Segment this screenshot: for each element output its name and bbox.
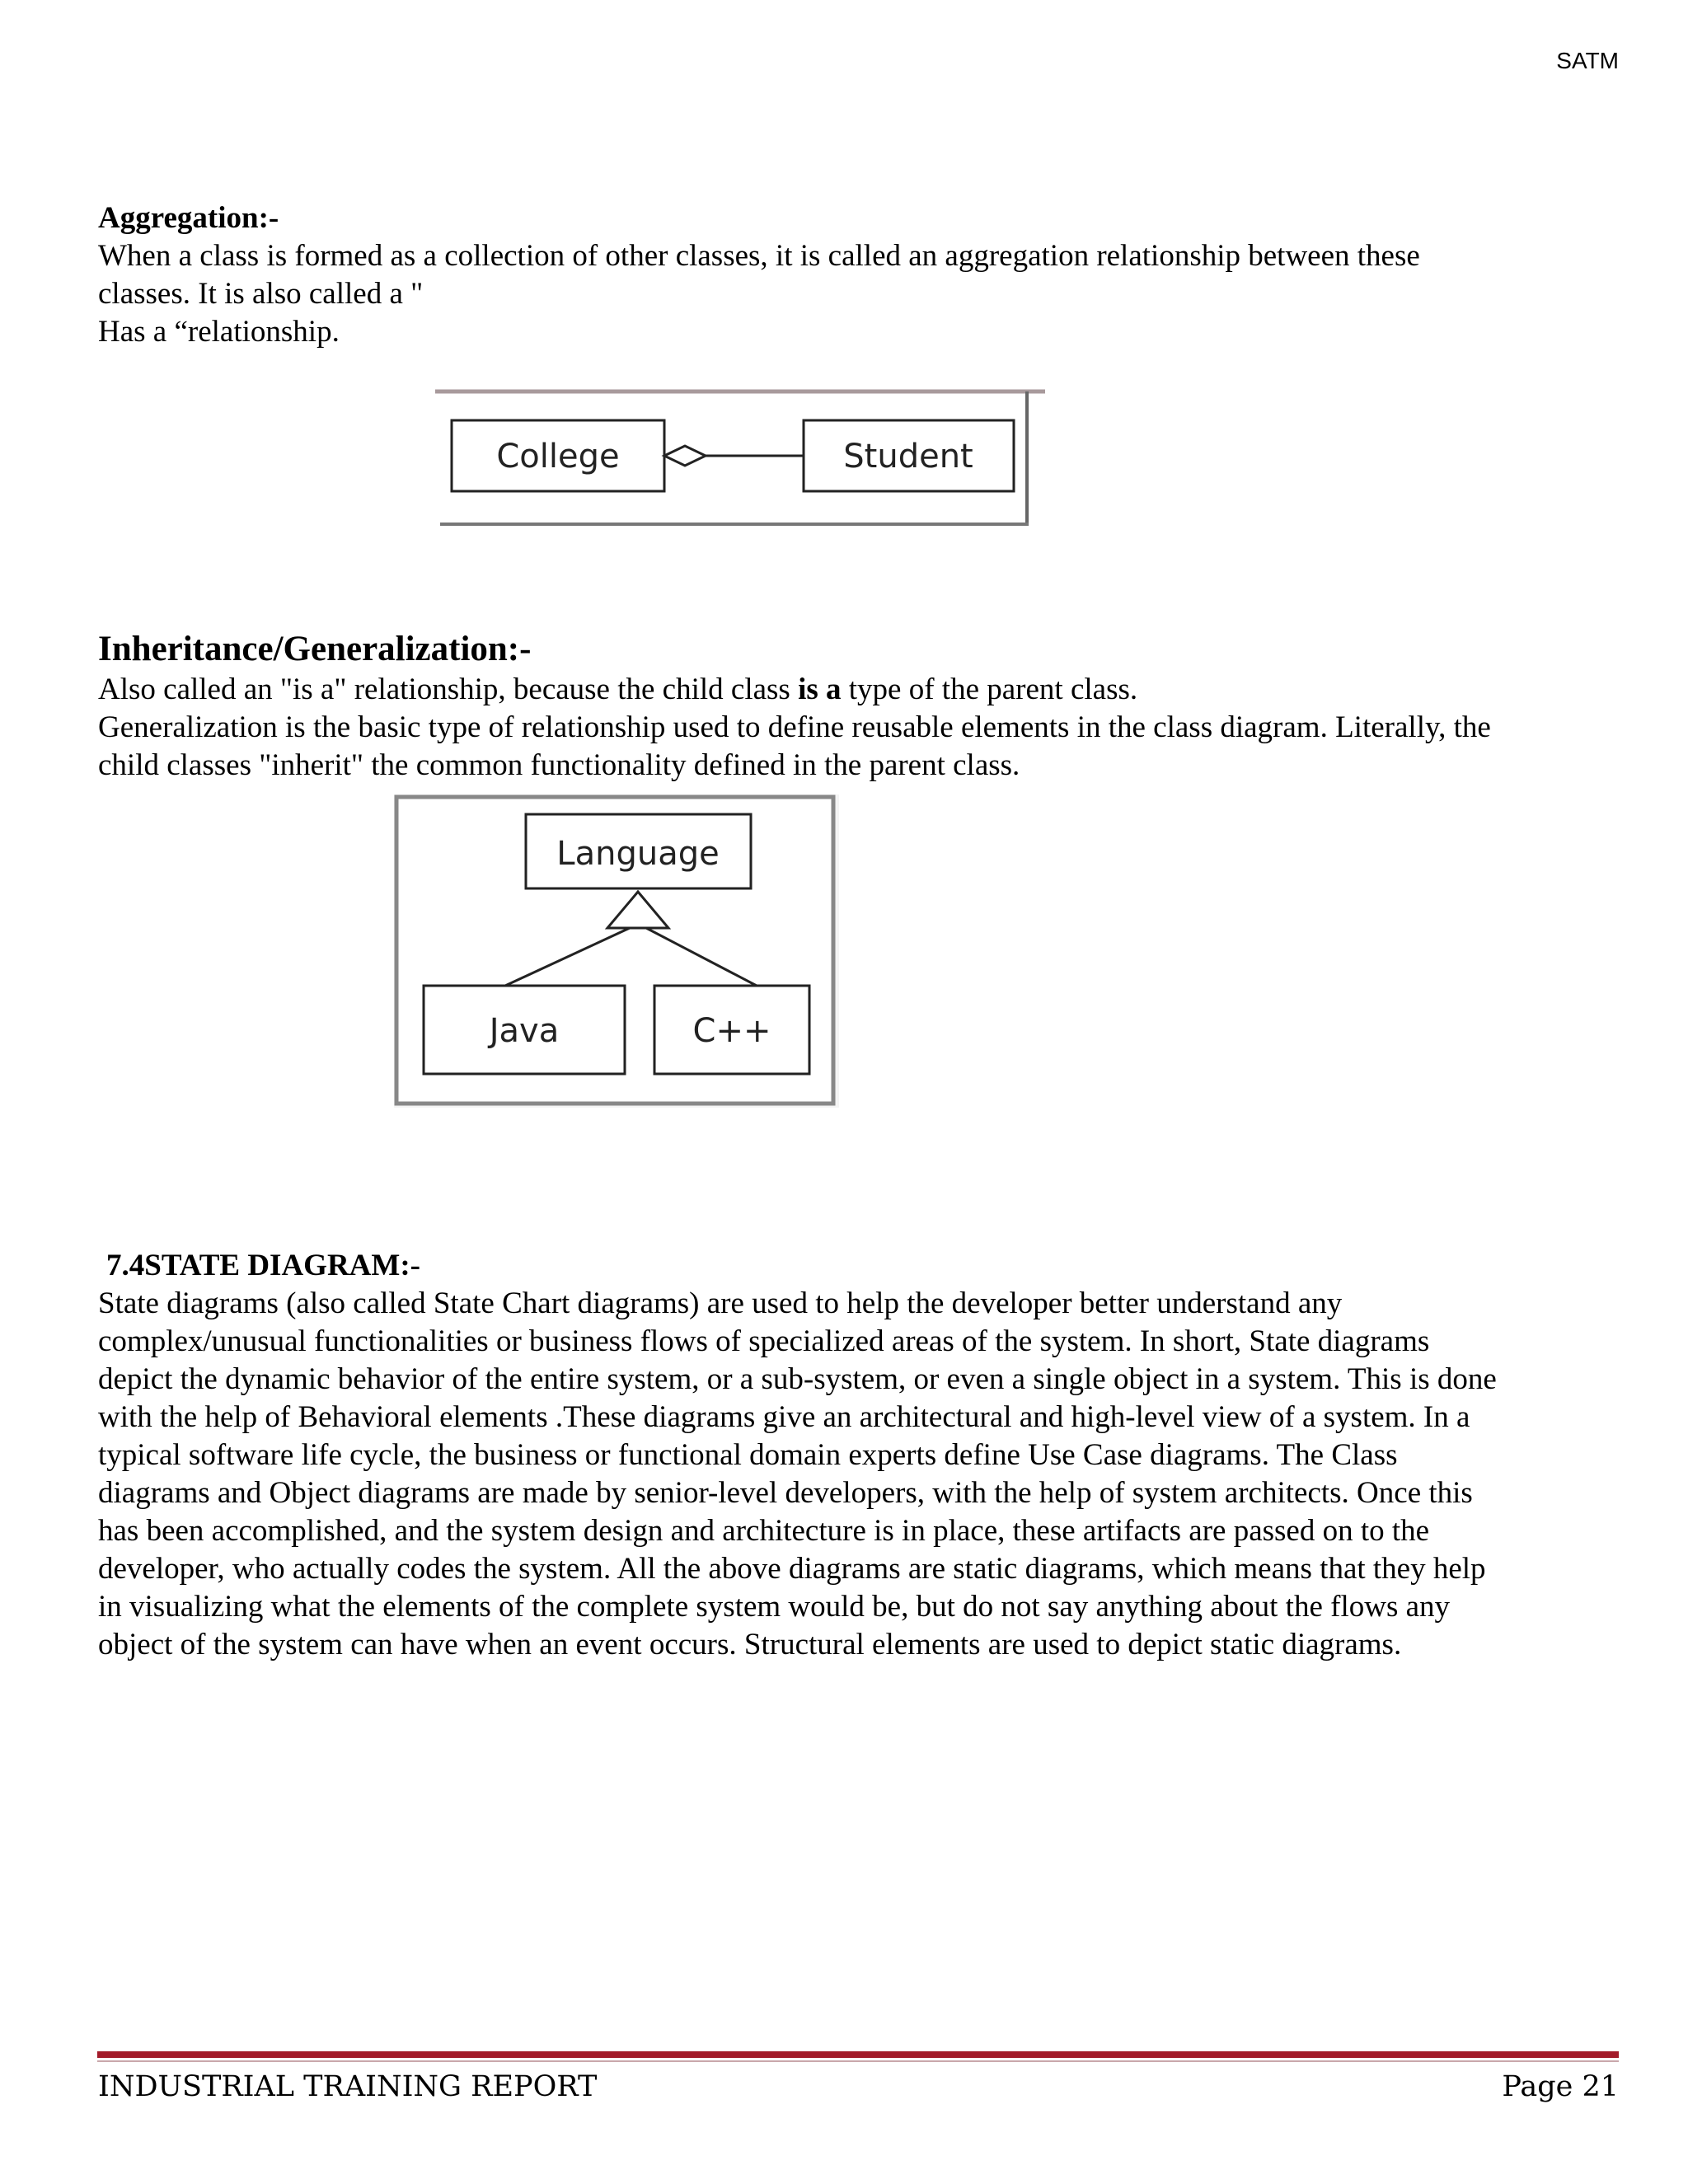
header-label: SATM: [1556, 48, 1619, 73]
inheritance-heading: Inheritance/Generalization:-: [98, 630, 532, 668]
aggregation-line-2: classes. It is also called a ": [98, 277, 424, 311]
java-class-label: Java: [489, 1012, 560, 1050]
inheritance-diagram: [394, 794, 839, 1108]
aggregation-diagram: [435, 387, 1049, 532]
state-diagram-section: [98, 1247, 1623, 1664]
inheritance-line-3: child classes "inherit" the common functionality defined in the parent class.: [98, 748, 1020, 782]
college-class-label: College: [496, 438, 620, 476]
state-line-9: in visualizing what the elements of the complete system would be, but do not say anything about the flows any: [98, 1590, 1451, 1624]
inheritance-line-2: Generalization is the basic type of relationship used to define reusable elements in the class diagram. Literally, the: [98, 710, 1491, 744]
inheritance-line-1-bold: is a: [798, 673, 842, 706]
language-class-label: Language: [556, 835, 720, 873]
footer-report-title: INDUSTRIAL TRAINING REPORT: [98, 2070, 598, 2103]
aggregation-heading: Aggregation:-: [98, 201, 279, 235]
state-line-4: with the help of Behavioral elements .These diagrams give an architectural and high-level view of a system. In a: [98, 1400, 1470, 1434]
aggregation-line-3: Has a “relationship.: [98, 315, 340, 349]
state-line-6: diagrams and Object diagrams are made by senior-level developers, with the help of system architects. Once this: [98, 1476, 1473, 1510]
state-line-3: depict the dynamic behavior of the entire system, or a sub-system, or even a single object in a system. This is done: [98, 1362, 1497, 1396]
state-line-7: has been accomplished, and the system design and architecture is in place, these artifacts are passed on to the: [98, 1514, 1430, 1548]
state-line-10: object of the system can have when an event occurs. Structural elements are used to depict static diagrams.: [98, 1628, 1402, 1661]
footer-rule: [97, 2051, 1619, 2058]
state-line-1: State diagrams (also called State Chart diagrams) are used to help the developer better understand any: [98, 1286, 1343, 1320]
inheritance-line-1-end: type of the parent class.: [841, 673, 1138, 706]
cpp-class-label: C++: [692, 1012, 771, 1050]
aggregation-line-1: When a class is formed as a collection of other classes, it is called an aggregation relationship between these: [98, 239, 1420, 273]
state-line-5: typical software life cycle, the business or functional domain experts define Use Case diagrams. The Class: [98, 1438, 1398, 1472]
footer-page-number: Page 21: [1502, 2070, 1619, 2103]
state-diagram-heading: 7.4STATE DIAGRAM:-: [106, 1249, 420, 1282]
inheritance-section: [98, 628, 1623, 785]
state-line-2: complex/unusual functionalities or business flows of specialized areas of the system. In short, State diagrams: [98, 1324, 1430, 1358]
state-line-8: developer, who actually codes the system. All the above diagrams are static diagrams, which means that they help: [98, 1552, 1486, 1586]
aggregation-section: [98, 199, 1623, 351]
footer-rule-thin: [97, 2060, 1619, 2062]
inheritance-line-1: [98, 671, 1623, 709]
student-class-label: Student: [843, 438, 973, 476]
inheritance-line-1-start: Also called an "is a" relationship, because the child class: [98, 673, 799, 706]
